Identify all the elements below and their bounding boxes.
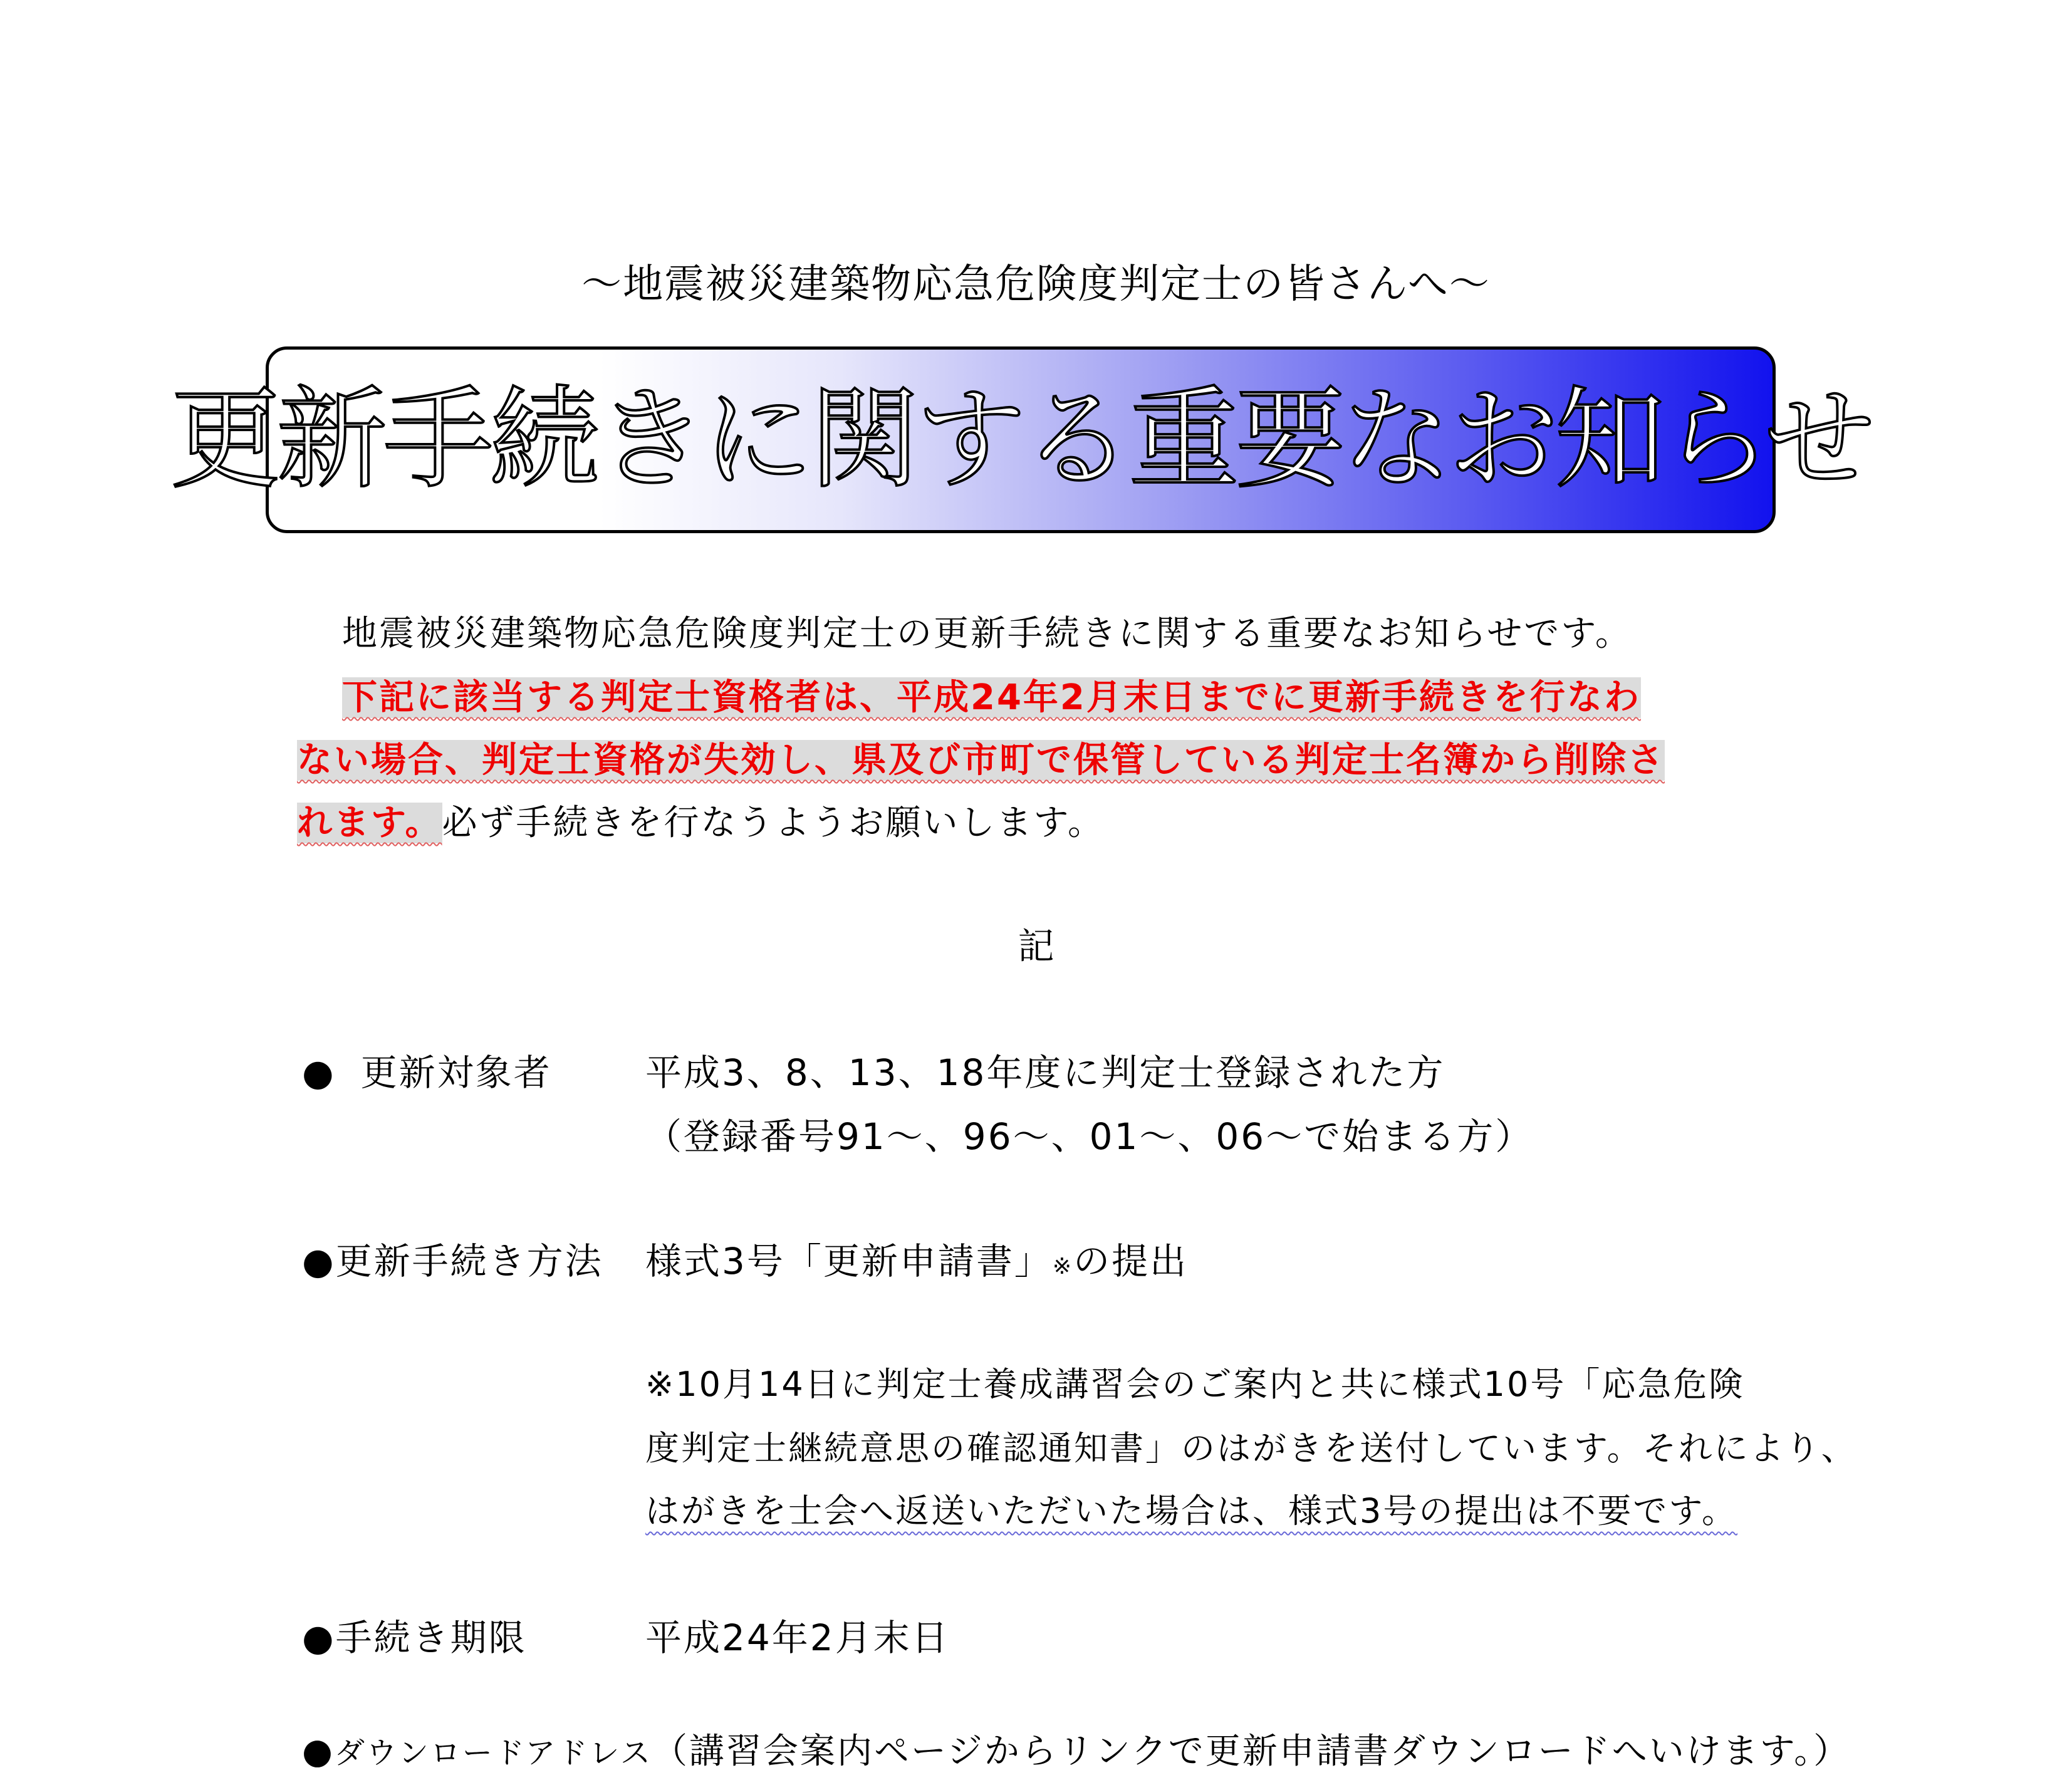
red-notice-line-1: 下記に該当する判定士資格者は、平成24年2月末日までに更新手続きを行なわ [342,677,1641,718]
method-value-post: の提出 [1073,1240,1189,1283]
download-row [302,1722,1850,1783]
bullet-icon: ● [302,1731,335,1772]
bullet-icon: ● [302,1616,336,1659]
red-notice-line-3: れます。 [297,803,442,843]
reference-mark: ※ [1052,1254,1074,1279]
bullet-icon: ● [302,1051,336,1094]
target-label-row [302,1043,552,1103]
download-label: ダウンロードアドレス [334,1735,652,1771]
intro-line-2 [297,668,1641,728]
subtitle: ～地震被災建築物応急危険度判定士の皆さんへ～ [581,261,1491,308]
method-note-2: 度判定士継続意思の確認通知書」のはがきを送付しています。それにより、 [645,1428,1857,1468]
intro-line-4 [297,793,1105,853]
deadline-value: 平成24年2月末日 [645,1616,950,1659]
intro-line-1: 地震被災建築物応急危険度判定士の更新手続きに関する重要なお知らせです。 [342,613,1632,654]
download-note: （講習会案内ページからリンクで更新申請書ダウンロードへいけます。） [652,1731,1851,1772]
request-text: 必ず手続きを行なうようお願いします。 [442,803,1105,843]
method-note-1: ※10月14日に判定士養成講習会のご案内と共に様式10号「応急危険 [645,1365,1745,1404]
target-value-2: （登録番号91～、96～、01～、06～で始まる方） [645,1115,1534,1158]
method-label: 更新手続き方法 [335,1240,603,1283]
title-banner [170,346,1872,533]
target-value-1: 平成3、8、13、18年度に判定士登録された方 [645,1051,1445,1094]
method-label-row [302,1231,603,1291]
method-value-main: 様式3号「更新申請書」 [645,1240,1053,1283]
ki-heading: 記 [1018,925,1054,967]
method-value [645,1231,1188,1297]
deadline-label: 手続き期限 [335,1616,527,1659]
method-note-3-text: はがきを士会へ返送いただいた場合は、様式3号の提出は不要です。 [645,1491,1738,1531]
deadline-label-row [302,1608,527,1668]
intro-line-3 [297,731,1665,791]
method-note-3 [645,1480,1737,1543]
banner-title: 更新手続きに関する重要なお知らせ [170,375,1872,504]
red-notice-line-2: ない場合、判定士資格が失効し、県及び市町で保管している判定士名簿から削除さ [297,740,1665,781]
target-label: 更新対象者 [360,1051,552,1094]
bullet-icon: ● [302,1240,336,1283]
